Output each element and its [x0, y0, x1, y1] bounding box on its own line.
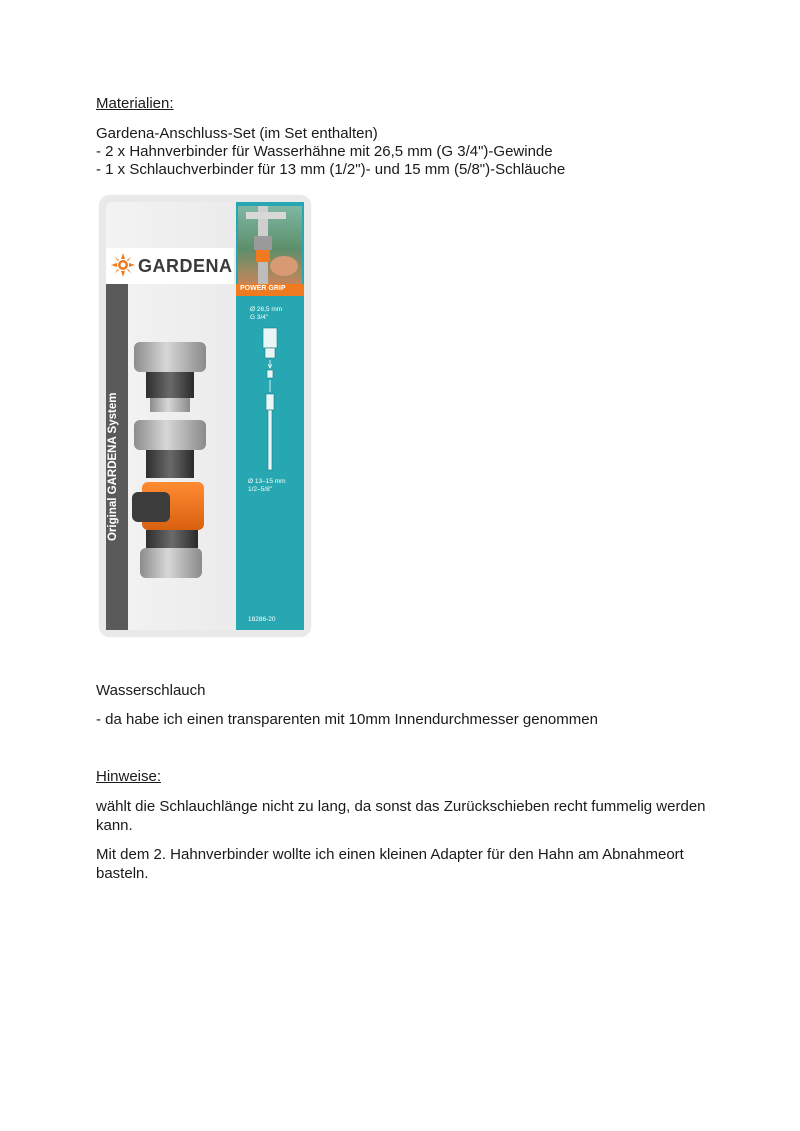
connector-set-image: [126, 334, 236, 634]
materials-heading: Materialien:: [96, 95, 174, 112]
notes-heading: Hinweise:: [96, 768, 162, 785]
usage-photo: [238, 206, 302, 284]
gardena-logo-icon: [110, 252, 136, 278]
blister-card: [100, 196, 310, 636]
set-item-hose-connector: - 1 x Schlauchverbinder für 13 mm (1/2")- und 15 mm (5/8")-Schläuche: [96, 161, 566, 178]
parts-diagram: [250, 324, 290, 474]
hose-spec: Ø 13–15 mm 1/2–5/8": [248, 478, 286, 493]
hose-title: Wasserschlauch: [96, 682, 206, 699]
tap-spec: Ø 26,5 mm G 3/4": [250, 306, 283, 321]
set-item-tap-connector: - 2 x Hahnverbinder für Wasserhähne mit 26,5 mm (G 3/4")-Gewinde: [96, 143, 553, 160]
article-number: 18286-20: [248, 616, 276, 623]
note-hose-length: wählt die Schlauchlänge nicht zu lang, da sonst das Zurückschieben recht fummelig werden kann.: [96, 798, 706, 834]
note-adapter: Mit dem 2. Hahnverbinder wollte ich einen kleinen Adapter für den Hahn am Abnahmeort basteln.: [96, 846, 684, 882]
set-title: Gardena-Anschluss-Set (im Set enthalten): [96, 125, 378, 142]
hose-item: - da habe ich einen transparenten mit 10mm Innendurchmesser genommen: [96, 711, 598, 728]
product-photo: [100, 196, 310, 636]
power-grip-badge: POWER GRIP: [240, 285, 286, 292]
brand-logo: GARDENA: [138, 256, 233, 276]
side-label: Original GARDENA System: [107, 392, 119, 541]
